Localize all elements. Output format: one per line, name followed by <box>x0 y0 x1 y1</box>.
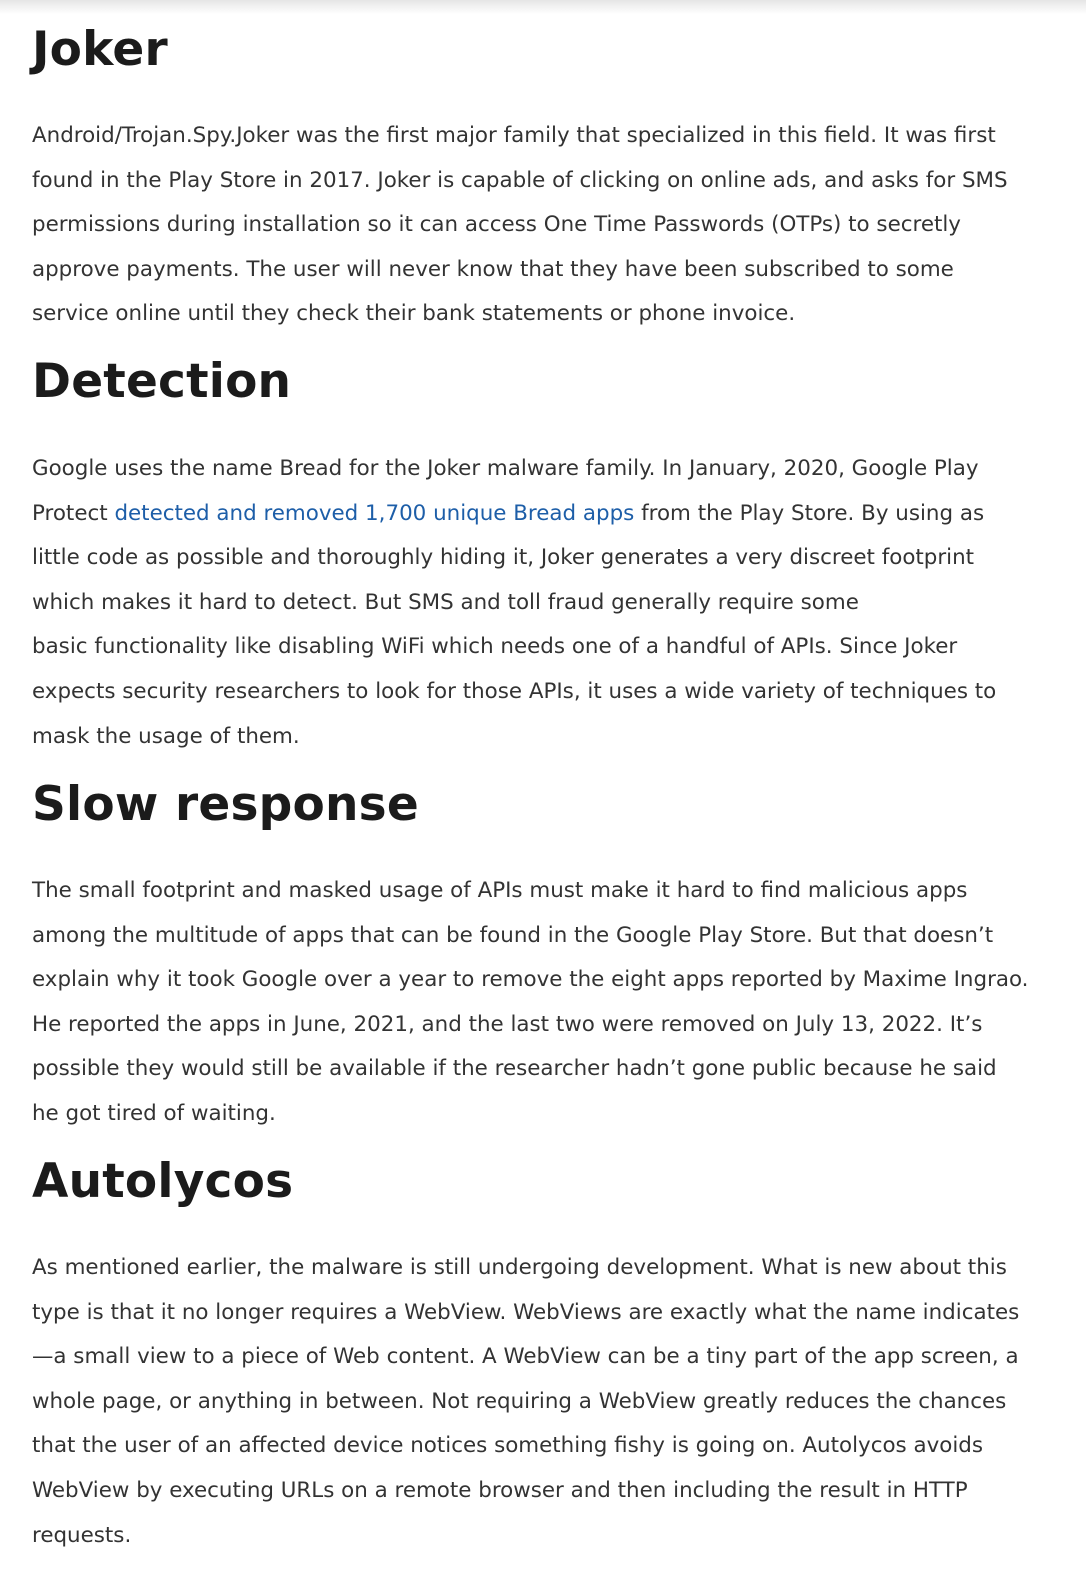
text-line: that the user of an affected device notices something fishy is going on. Autolycos avoids <box>32 1433 984 1459</box>
text-line: Google uses the name Bread for the Joker malware family. In January, 2020, Google Play <box>32 456 979 481</box>
text-line: whole page, or anything in between. Not requiring a WebView greatly reduces the chances <box>32 1388 1007 1414</box>
paragraph-slow-response <box>32 869 1028 1137</box>
text-line: WebView by executing URLs on a remote browser and then including the result in HTTP <box>32 1477 968 1503</box>
heading-detection: Detection <box>32 354 292 409</box>
paragraph-detection <box>32 447 996 759</box>
text-line: among the multitude of apps that can be found in the Google Play Store. But that doesn’t <box>32 922 994 948</box>
text-segment: Protect <box>32 500 115 526</box>
heading-autolycos: Autolycos <box>32 1154 294 1209</box>
text-line: requests. <box>32 1522 132 1548</box>
text-line: found in the Play Store in 2017. Joker is capable of clicking on online ads, and asks for SMS <box>32 167 1008 193</box>
text-line: explain why it took Google over a year to remove the eight apps reported by Maxime Ingrao. <box>32 967 1029 993</box>
top-shadow <box>0 0 1086 14</box>
text-line: permissions during installation so it can access One Time Passwords (OTPs) to secretly <box>32 212 961 238</box>
text-segment: from the Play Store. By using as <box>634 500 985 526</box>
heading-slow-response: Slow response <box>32 777 419 832</box>
text-line: mask the usage of them. <box>32 723 300 749</box>
text-line-with-link <box>32 492 996 537</box>
text-line: The small footprint and masked usage of APIs must make it hard to find malicious apps <box>32 878 968 903</box>
heading-joker: Joker <box>32 22 168 77</box>
text-line: basic functionality like disabling WiFi which needs one of a handful of APIs. Since Joker <box>32 634 958 660</box>
paragraph-joker <box>32 114 1008 337</box>
paragraph-autolycos <box>32 1246 1019 1558</box>
text-line: Android/Trojan.Spy.Joker was the first major family that specialized in this field. It was first <box>32 123 996 148</box>
text-line: —a small view to a piece of Web content. A WebView can be a tiny part of the app screen, a <box>32 1344 1019 1370</box>
bread-apps-removed-link[interactable]: detected and removed 1,700 unique Bread apps <box>114 500 635 526</box>
text-line: expects security researchers to look for those APIs, it uses a wide variety of techniques to <box>32 678 997 704</box>
text-line: As mentioned earlier, the malware is still undergoing development. What is new about this <box>32 1255 1007 1280</box>
text-line: He reported the apps in June, 2021, and the last two were removed on July 13, 2022. It’s <box>32 1011 983 1037</box>
text-line: possible they would still be available if the researcher hadn’t gone public because he said <box>32 1056 997 1082</box>
text-line: type is that it no longer requires a WebView. WebViews are exactly what the name indicates <box>32 1299 1020 1325</box>
text-line: approve payments. The user will never know that they have been subscribed to some <box>32 256 954 282</box>
text-line: he got tired of waiting. <box>32 1100 276 1126</box>
text-line: which makes it hard to detect. But SMS and toll fraud generally require some <box>32 589 859 615</box>
text-line: little code as possible and thoroughly hiding it, Joker generates a very discreet footprint <box>32 545 975 571</box>
text-line: service online until they check their bank statements or phone invoice. <box>32 301 796 327</box>
